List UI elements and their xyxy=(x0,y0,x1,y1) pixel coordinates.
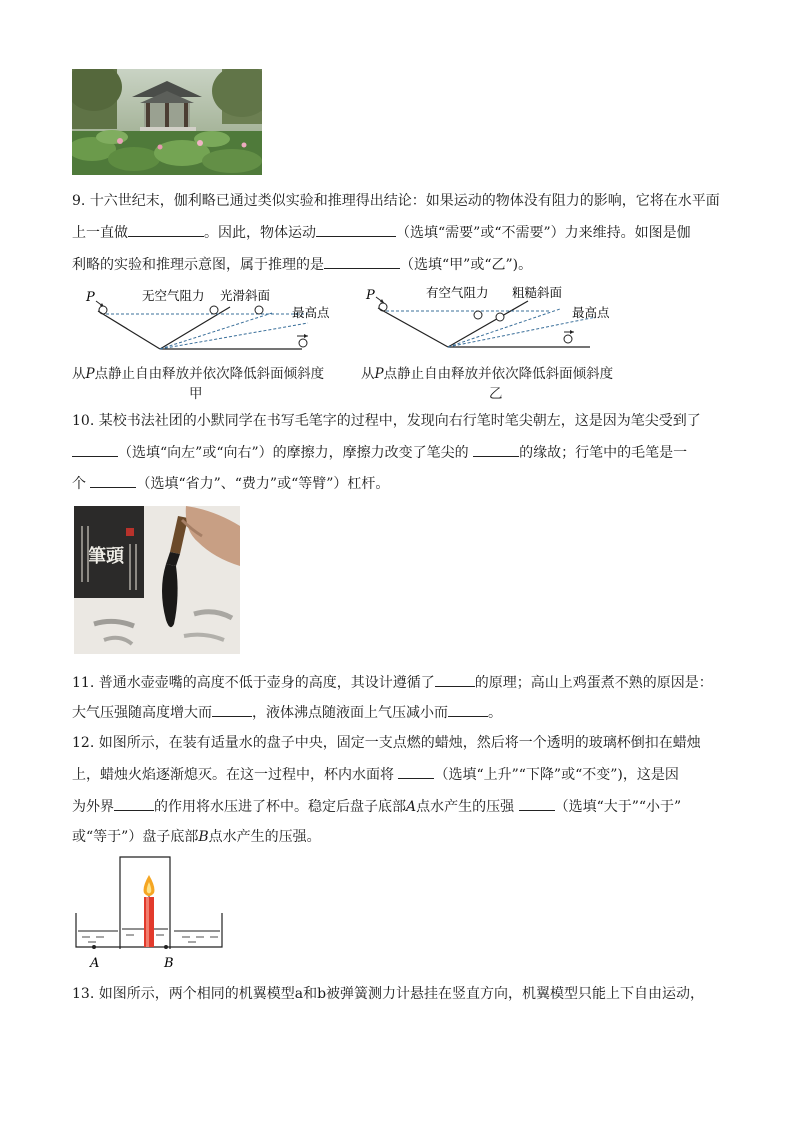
q12-text-4b: 点水产生的压强。 xyxy=(208,829,321,845)
answer-blank[interactable] xyxy=(398,764,434,779)
answer-blank[interactable] xyxy=(72,442,118,457)
q12-line-3 xyxy=(72,796,681,817)
q12-line-4 xyxy=(72,827,321,847)
q10-text-2b: 的缘故；行笔中的毛笔是一 xyxy=(519,445,688,461)
q12-text-3d: （选填“大于”“小于” xyxy=(554,799,682,815)
point-b-ref: B xyxy=(198,829,209,845)
photo-title: 筆頭 xyxy=(88,546,124,567)
figure-yi-name: 乙 xyxy=(489,386,503,402)
q11-text-2b: ，液体沸点随液面上气压减小而 xyxy=(252,705,448,721)
q9-text-3b: （选填“甲”或“乙”)。 xyxy=(400,257,533,273)
q10-line-1 xyxy=(72,411,701,431)
q12-text-3b: 的作用将水压进了杯中。稳定后盘子底部 xyxy=(154,799,406,815)
q11-text-1a: 普通水壶壶嘴的高度不低于壶身的高度，其设计遵循了 xyxy=(98,675,435,691)
q9-text-2a: 上一直做 xyxy=(72,225,128,241)
figure-point-a: A xyxy=(90,956,100,971)
figure-yi-caption xyxy=(361,362,613,382)
figure-point-b: B xyxy=(164,956,174,971)
figure-jia-p-label: P xyxy=(86,290,95,305)
caption-text: 从 xyxy=(72,366,86,382)
question-number: 9. xyxy=(72,193,86,209)
q12-text-1: 如图所示，在装有适量水的盘子中央，固定一支点燃的蜡烛，然后将一个透明的玻璃杯倒扣在蜡烛 xyxy=(98,735,701,751)
figure-jia-diagram xyxy=(72,285,352,355)
question-number: 13. xyxy=(72,986,95,1002)
q9-line-2 xyxy=(72,222,691,243)
figure-yi-label-1: 有空气阻力 xyxy=(426,285,489,300)
q9-line-1 xyxy=(72,191,720,211)
answer-blank[interactable] xyxy=(128,222,204,237)
caption-text: 点静止自由释放并依次降低斜面倾斜度 xyxy=(383,366,614,382)
q12-line-1 xyxy=(72,733,701,753)
answer-blank[interactable] xyxy=(448,702,488,717)
figure-yi-diagram xyxy=(360,283,640,355)
q13-line-1 xyxy=(72,984,704,1004)
figure-jia-label-3: 最高点 xyxy=(292,305,330,320)
question-number: 10. xyxy=(72,413,95,429)
point-a-ref: A xyxy=(406,799,417,815)
q9-text-2b: 。因此，物体运动 xyxy=(204,225,316,241)
answer-blank[interactable] xyxy=(212,702,252,717)
caption-text: 从 xyxy=(361,366,375,382)
q10-line-3 xyxy=(72,473,389,494)
q10-text-1: 某校书法社团的小默同学在书写毛笔字的过程中，发现向右行笔时笔尖朝左，这是因为笔尖受到了 xyxy=(98,413,701,429)
candle-glass-diagram xyxy=(72,855,232,973)
q12-text-3c: 点水产生的压强 xyxy=(416,799,515,815)
caption-p: P xyxy=(374,366,384,382)
answer-blank[interactable] xyxy=(114,796,154,811)
answer-blank[interactable] xyxy=(316,222,396,237)
calligraphy-brush-photo xyxy=(74,506,240,654)
caption-text: 点静止自由释放并依次降低斜面倾斜度 xyxy=(94,366,325,382)
q12-line-2 xyxy=(72,764,679,785)
q10-text-3a: 个 xyxy=(72,476,86,492)
figure-jia-name: 甲 xyxy=(189,386,203,402)
q11-text-1b: 的原理；高山上鸡蛋煮不熟的原因是： xyxy=(474,675,713,691)
q13-text-1: 如图所示，两个相同的机翼模型a和b被弹簧测力计悬挂在竖直方向，机翼模型只能上下自由运动， xyxy=(98,986,705,1002)
answer-blank[interactable] xyxy=(90,473,136,488)
q11-line-2 xyxy=(72,702,502,723)
q10-text-3b: （选填“省力”、“费力”或“等臂”）杠杆。 xyxy=(136,476,390,492)
q10-line-2 xyxy=(72,442,687,463)
caption-p: P xyxy=(85,366,95,382)
q12-text-2a: 上，蜡烛火焰逐渐熄灭。在这一过程中，杯内水面将 xyxy=(72,767,394,783)
q10-text-2a: （选填“向左”或“向右”）的摩擦力，摩擦力改变了笔尖的 xyxy=(118,445,469,461)
figure-yi-p-label: P xyxy=(366,288,375,303)
figure-jia-caption xyxy=(72,362,324,382)
q12-text-4a: 或“等于”）盘子底部 xyxy=(72,829,199,845)
answer-blank[interactable] xyxy=(473,442,519,457)
pavilion-lotus-photo xyxy=(72,69,262,175)
q11-text-2a: 大气压强随高度增大而 xyxy=(72,705,212,721)
answer-blank[interactable] xyxy=(519,796,555,811)
figure-jia-label-2: 光滑斜面 xyxy=(220,288,271,303)
q12-text-2b: （选填“上升”“下降”或“不变”)，这是因 xyxy=(434,767,679,783)
question-number: 11. xyxy=(72,675,95,691)
answer-blank[interactable] xyxy=(435,672,475,687)
answer-blank[interactable] xyxy=(324,254,400,269)
q9-text-2c: （选填“需要”或“不需要”）力来维持。如图是伽 xyxy=(396,225,691,241)
q9-text-1: 十六世纪末，伽利略已通过类似实验和推理得出结论：如果运动的物体没有阻力的影响，它将在水平面 xyxy=(89,193,720,209)
figure-yi-label-3: 最高点 xyxy=(572,305,610,320)
figure-yi-label-2: 粗糙斜面 xyxy=(512,285,563,300)
q11-line-1 xyxy=(72,672,713,693)
question-number: 12. xyxy=(72,735,95,751)
q9-text-3a: 利略的实验和推理示意图，属于推理的是 xyxy=(72,257,324,273)
figure-jia-label-1: 无空气阻力 xyxy=(142,288,205,303)
q11-text-2c: 。 xyxy=(488,705,502,721)
q9-line-3 xyxy=(72,254,532,275)
q12-text-3a: 为外界 xyxy=(72,799,114,815)
